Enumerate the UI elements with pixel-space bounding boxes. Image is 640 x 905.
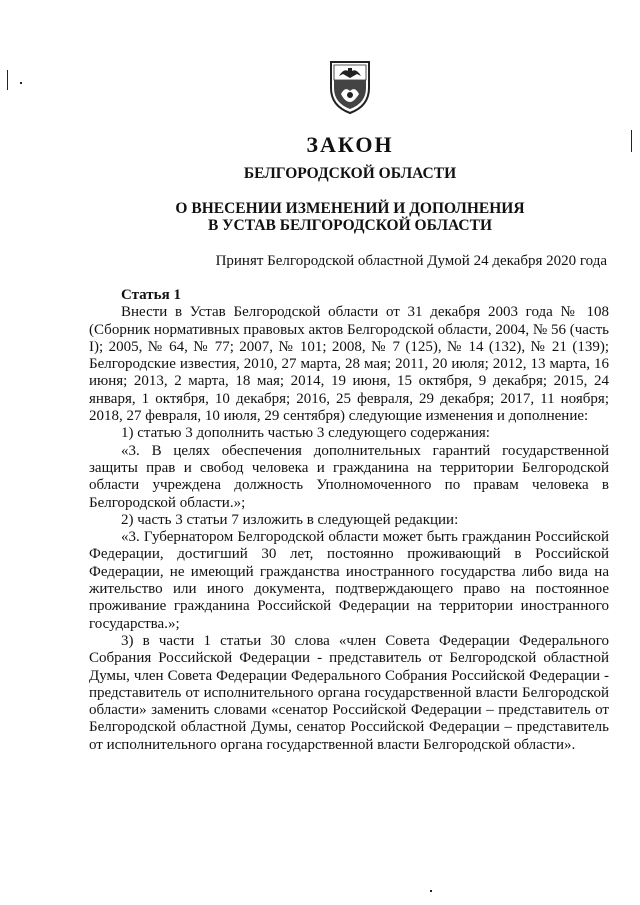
law-subject-line-2: В УСТАВ БЕЛГОРОДСКОЙ ОБЛАСТИ [207, 217, 493, 234]
amendment-item-2: 2) часть 3 статьи 7 изложить в следующей редакции: [121, 511, 459, 528]
amendment-item-1-text: «3. В целях обеспечения дополнительных гарантий государственной защиты прав и свобод человека и гражданина на территории Белгородской области учреждена должность Уполномоченного по правам человека в Белгородской области.»; [89, 442, 609, 511]
law-subject [0, 200, 640, 234]
scan-mark-bottom [430, 890, 432, 892]
amendment-item-3: 3) в части 1 статьи 30 слова «член Совета Федерации Федерального Собрания Российской Федерации - представитель от Белгородской областной Думы, член Совета Федерации Федерального Собрания Российской Федерации - представитель от исполнительного органа государственной власти Белгородской области» заменить словами «сенатор Российской Федерации – представитель от Белгородской областной Думы, сенатор Российской Федерации – представитель от исполнительного органа государственной власти Белгородской области». [89, 632, 609, 753]
amendment-item-1: 1) статью 3 дополнить частью 3 следующего содержания: [121, 425, 490, 442]
scan-mark-dot [20, 82, 22, 84]
document-title: ЗАКОН [306, 132, 394, 157]
law-subject-line-1: О ВНЕСЕНИИ ИЗМЕНЕНИЙ И ДОПОЛНЕНИЯ [175, 200, 525, 217]
scan-mark-left [7, 70, 8, 90]
amendment-item-2-text: «3. Губернатором Белгородской области может быть гражданин Российской Федерации, достигший 30 лет, постоянно проживающий в Российской Федерации, не имеющий гражданства иностранного государства либо вида на жительство или иного документа, подтверждающего право на постоянное проживание гражданина Российской Федерации на территории иностранного государства.»; [89, 529, 609, 632]
coat-of-arms-icon [327, 58, 373, 116]
article-heading: Статья 1 [121, 287, 181, 303]
document-body [89, 287, 609, 754]
article-intro: Внести в Устав Белгородской области от 31 декабря 2003 года № 108 (Сборник нормативных правовых актов Белгородской области, 2004, № 56 (часть I); 2005, № 64, № 77; 2007, № 101; 2008, № 7 (125), № 14 (132), № 21 (139); Белгородские известия, 2010, 27 марта, 28 мая; 2011, 20 июля; 2012, 13 марта, 16 июня; 2013, 2 марта, 18 мая; 2014, 19 июня, 15 октября, 9 декабря; 2015, 24 января, 1 октября, 10 декабря; 2016, 25 февраля, 29 декабря; 2017, 11 ноября; 2018, 27 февраля, 10 июля, 29 сентября) следующие изменения и дополнение: [89, 304, 609, 425]
adoption-note: Принят Белгородской областной Думой 24 декабря 2020 года [215, 253, 607, 269]
scan-mark-right [631, 130, 632, 152]
region-name: БЕЛГОРОДСКОЙ ОБЛАСТИ [243, 165, 457, 182]
